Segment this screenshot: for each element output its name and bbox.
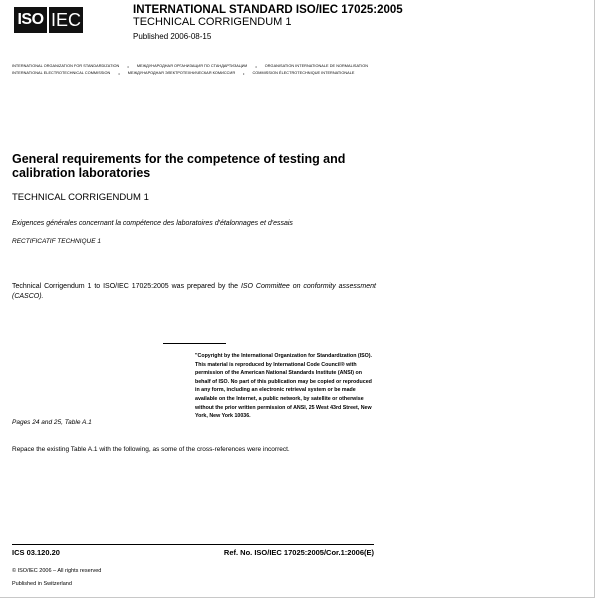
published-date: Published 2006-08-15 — [133, 32, 212, 41]
org-name: INTERNATIONAL ORGANIZATION FOR STANDARDIZATION — [12, 64, 120, 68]
divider — [163, 343, 226, 344]
iec-logo: IEC — [49, 7, 83, 33]
org-name: ORGANISATION INTERNATIONALE DE NORMALISATION — [264, 64, 369, 68]
paragraph-text: Technical Corrigendum 1 to ISO/IEC 17025:2005 was prepared by the — [12, 283, 241, 290]
org-separator: • — [255, 64, 257, 69]
ics-code: ICS 03.120.20 — [12, 548, 60, 557]
org-name: МЕЖДУНАРОДНАЯ ЭЛЕКТРОТЕХНИЧЕСКАЯ КОМИССИЯ — [127, 71, 236, 75]
corrigendum-label: TECHNICAL CORRIGENDUM 1 — [12, 192, 149, 203]
replacement-instruction: Repace the existing Table A.1 with the following, as some of the cross-references were incorrect. — [12, 446, 290, 453]
pages-reference: Pages 24 and 25, Table A.1 — [12, 419, 92, 426]
published-location: Published in Switzerland — [12, 581, 72, 587]
org-separator: • — [243, 71, 245, 76]
iso-logo: ISO — [14, 7, 47, 33]
organization-names-row-1 — [12, 64, 368, 69]
footer-divider — [12, 544, 374, 545]
document-title: General requirements for the competence of testing and calibration laboratories — [12, 152, 346, 180]
organization-names-row-2 — [12, 71, 355, 76]
org-name: INTERNATIONAL ELECTROTECHNICAL COMMISSION — [12, 71, 111, 75]
copyright-notice: "Copyright by the International Organization for Standardization (ISO). This material is reproduced by International Code Council® with permission of the American National Standards Institute (ANSI) on behalf of ISO. No part of this publication may be copied or reproduced in any form, including an electronic retrieval system or be made available on the Internet, a public network, by satellite or otherwise without the prior written permission of ANSI, 25 West 43rd Street, New York, New York 10036. — [195, 353, 373, 420]
org-separator: • — [127, 64, 129, 69]
preparation-paragraph — [12, 282, 376, 302]
footer-copyright: © ISO/IEC 2006 – All rights reserved — [12, 568, 102, 574]
committee-name: ISO Committee on conformity assessment (CASCO). — [12, 283, 376, 300]
french-title: Exigences générales concernant la compétence des laboratoires d'étalonnages et d'essais — [12, 220, 293, 227]
reference-number: Ref. No. ISO/IEC 17025:2005/Cor.1:2006(E) — [223, 548, 374, 557]
french-corrigendum-label: RECTIFICATIF TECHNIQUE 1 — [12, 238, 101, 245]
corrigendum-header: TECHNICAL CORRIGENDUM 1 — [133, 16, 292, 28]
standard-title: INTERNATIONAL STANDARD ISO/IEC 17025:2005 — [133, 4, 403, 16]
org-separator: • — [118, 71, 120, 76]
org-name: МЕЖДУНАРОДНАЯ ОРГАНИЗАЦИЯ ПО СТАНДАРТИЗАЦИИ — [136, 64, 248, 68]
org-name: COMMISSION ÉLECTROTECHNIQUE INTERNATIONALE — [252, 71, 355, 75]
